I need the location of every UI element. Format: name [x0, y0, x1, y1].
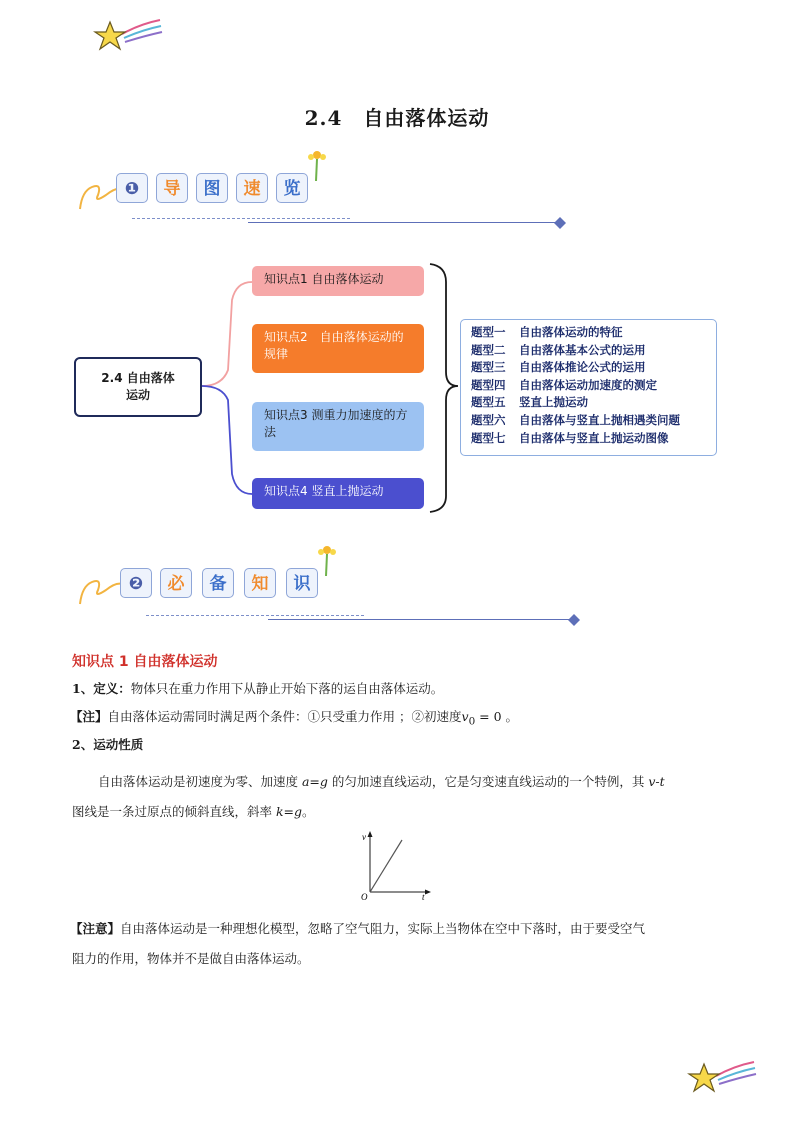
mindmap-node-4: 知识点4 竖直上抛运动	[252, 478, 424, 509]
swirl-icon	[78, 570, 122, 606]
attention-paragraph-cont: 阻力的作用，物体并不是做自由落体运动。	[72, 951, 310, 966]
attention-paragraph: 【注意】自由落体运动是一种理想化模型，忽略了空气阻力，实际上当物体在空中下落时，由于要受空气	[70, 921, 646, 936]
mindmap-node-3: 知识点3 测重力加速度的方法	[252, 402, 424, 451]
question-type-item: 题型四 自由落体运动加速度的测定	[471, 377, 657, 392]
section-tile: 知	[244, 568, 276, 598]
diamond-icon	[568, 614, 580, 626]
mindmap-root: 2.4 自由落体 运动	[74, 357, 202, 417]
motion-paragraph-cont: 图线是一条过原点的倾斜直线，斜率 k=g。	[72, 804, 315, 819]
section-tile: 览	[276, 173, 308, 203]
section-header-knowledge	[78, 568, 598, 648]
mindmap-node-1: 知识点1 自由落体运动	[252, 266, 424, 296]
question-types-box	[460, 319, 717, 456]
section-number-icon: ❷	[120, 568, 152, 598]
section-number-icon: ❶	[116, 173, 148, 203]
question-type-item: 题型七 自由落体与竖直上抛运动图像	[471, 430, 669, 445]
flower-icon	[314, 542, 340, 576]
question-type-item: 题型三 自由落体推论公式的运用	[471, 360, 646, 375]
question-type-item: 题型一 自由落体运动的特征	[471, 325, 623, 339]
question-type-item: 题型六 自由落体与竖直上抛相遇类问题	[471, 412, 680, 427]
note-paragraph: 【注】自由落体运动需同时满足两个条件：①只受重力作用 ；②初速度$v_0 = 0$ 。	[70, 709, 519, 728]
section-tile: 必	[160, 568, 192, 598]
page-title: 2.4 自由落体运动	[304, 106, 490, 130]
motion-paragraph: 自由落体运动是初速度为零、加速度 a=g 的匀加速直线运动，它是匀变速直线运动的一个特例，其 v-t	[98, 774, 665, 789]
motion-heading: 2、运动性质	[72, 737, 144, 752]
graph-y-label: v	[362, 832, 366, 842]
vt-graph	[356, 828, 436, 902]
knowledge-point-title: 知识点 1 自由落体运动	[72, 654, 218, 670]
section-tile: 识	[286, 568, 318, 598]
star-decoration-icon	[686, 1058, 758, 1100]
question-type-item: 题型五 竖直上抛运动	[471, 395, 588, 410]
graph-origin-label: O	[361, 892, 368, 902]
graph-x-label: t	[422, 892, 425, 902]
section-tile: 导	[156, 173, 188, 203]
question-type-item: 题型二 自由落体基本公式的运用	[471, 342, 646, 357]
section-tile: 图	[196, 173, 228, 203]
mindmap-node-2: 知识点2 自由落体运动的规律	[252, 324, 424, 373]
section-tile: 备	[202, 568, 234, 598]
section-tile: 速	[236, 173, 268, 203]
definition-paragraph: 1、定义：物体只在重力作用下从静止开始下落的运自由落体运动。	[72, 681, 444, 696]
